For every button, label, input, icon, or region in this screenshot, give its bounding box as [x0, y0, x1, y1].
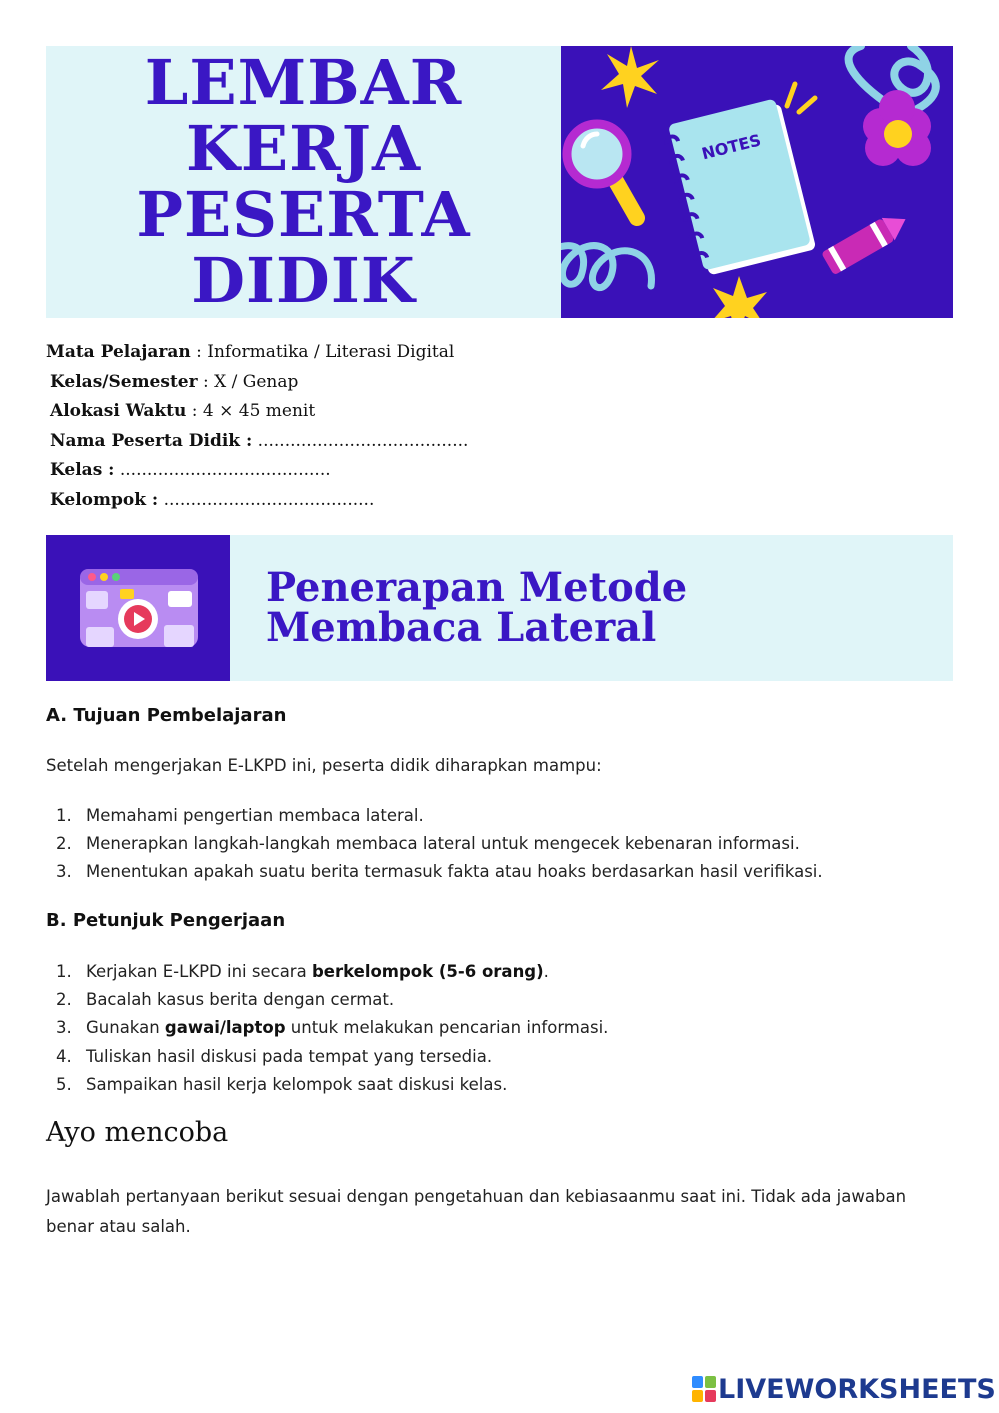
- accent-lines-icon: [787, 84, 815, 112]
- header-illustration: [561, 46, 953, 318]
- item-text: Tuliskan hasil diskusi pada tempat yang tersedia.: [86, 1046, 493, 1066]
- student-name-label: Nama Peserta Didik :: [50, 430, 253, 451]
- learning-objectives-list: [46, 802, 823, 887]
- item-number: 5.: [56, 1074, 72, 1094]
- section-a-heading: A. Tujuan Pembelajaran: [46, 705, 287, 726]
- ayo-mencoba-text: Jawablah pertanyaan berikut sesuai dengan pengetahuan dan kebiasaanmu saat ini. Tidak ada jawaban benar atau salah.: [46, 1187, 907, 1236]
- item-number: 4.: [56, 1046, 72, 1066]
- ayo-mencoba-heading: Ayo mencoba: [46, 1117, 229, 1148]
- class-semester-label: Kelas/Semester: [50, 371, 198, 392]
- notebook-icon: [662, 97, 816, 277]
- title-line: DIDIK: [191, 244, 416, 317]
- subject-label: Mata Pelajaran: [46, 342, 191, 362]
- item-number: 2.: [56, 990, 72, 1010]
- item-text: Menerapkan langkah-langkah membaca lateral untuk mengecek kebenaran informasi.: [86, 834, 800, 854]
- crayon-icon: [821, 208, 912, 276]
- school-supplies-illustration: [561, 46, 953, 318]
- liveworksheets-logo-icon: [692, 1376, 716, 1402]
- group-field[interactable]: .......................................: [163, 489, 375, 510]
- subject-row: [46, 338, 468, 368]
- header-banner: [46, 46, 953, 318]
- item-text: Gunakan gawai/laptop untuk melakukan pencarian informasi.: [86, 1018, 609, 1038]
- time-row: [46, 397, 468, 427]
- item-number: 3.: [56, 1018, 72, 1038]
- student-info: [46, 338, 468, 516]
- item-text: Memahami pengertian membaca lateral.: [86, 806, 424, 825]
- list-item: [46, 802, 823, 830]
- time-value: : 4 × 45 menit: [191, 401, 316, 422]
- topic-title-line: Penerapan Metode: [266, 564, 688, 611]
- class-field[interactable]: .......................................: [119, 460, 331, 481]
- section-a-intro: Setelah mengerjakan E-LKPD ini, peserta didik diharapkan mampu:: [46, 756, 602, 775]
- class-row: [46, 456, 468, 486]
- item-number: 3.: [56, 862, 72, 882]
- class-semester-row: [46, 368, 468, 398]
- magnifying-glass-icon: [567, 124, 637, 218]
- list-item: [46, 958, 608, 986]
- topic-title-panel: [230, 535, 953, 681]
- squiggle-icon: [561, 246, 651, 288]
- item-number: 1.: [56, 962, 72, 981]
- list-item: [46, 1043, 608, 1071]
- class-semester-value: : X / Genap: [202, 371, 299, 392]
- student-name-field[interactable]: .......................................: [257, 430, 469, 451]
- student-name-row: [46, 427, 468, 457]
- sparkle-icon-bottom: [711, 276, 767, 318]
- topic-title: [266, 564, 688, 651]
- topic-banner: [46, 535, 953, 681]
- sparkle-icon: [601, 46, 659, 108]
- title-line: KERJA: [185, 112, 422, 185]
- online-class-icon: [46, 535, 230, 681]
- flower-icon: [863, 90, 931, 166]
- subject-value: : Informatika / Literasi Digital: [196, 342, 455, 362]
- item-text: Kerjakan E-LKPD ini secara berkelompok (5-6 orang).: [86, 962, 549, 981]
- instructions-list: [46, 958, 608, 1099]
- notes-label: NOTES: [699, 130, 763, 164]
- title-line: LEMBAR: [144, 46, 463, 119]
- group-row: [46, 486, 468, 516]
- item-number: 1.: [56, 806, 72, 825]
- title-line: PESERTA: [136, 178, 471, 251]
- list-item: [46, 986, 608, 1014]
- topic-icon-panel: [46, 535, 230, 681]
- item-text: Sampaikan hasil kerja kelompok saat diskusi kelas.: [86, 1074, 508, 1094]
- topic-title-line: Membaca Lateral: [266, 604, 657, 651]
- item-text: Menentukan apakah suatu berita termasuk fakta atau hoaks berdasarkan hasil verifikasi.: [86, 862, 823, 882]
- worksheet-title: [136, 46, 471, 317]
- liveworksheets-logo-text: LIVEWORKSHEETS: [718, 1373, 996, 1405]
- group-label: Kelompok :: [50, 489, 159, 510]
- item-number: 2.: [56, 834, 72, 854]
- list-item: [46, 1014, 608, 1042]
- list-item: [46, 1071, 608, 1099]
- list-item: [46, 830, 823, 858]
- section-b-heading: B. Petunjuk Pengerjaan: [46, 910, 286, 931]
- header-title-panel: [46, 46, 561, 318]
- class-label: Kelas :: [50, 460, 115, 481]
- list-item: [46, 858, 823, 886]
- time-label: Alokasi Waktu: [50, 401, 187, 422]
- liveworksheets-logo[interactable]: [692, 1374, 996, 1404]
- item-text: Bacalah kasus berita dengan cermat.: [86, 990, 395, 1010]
